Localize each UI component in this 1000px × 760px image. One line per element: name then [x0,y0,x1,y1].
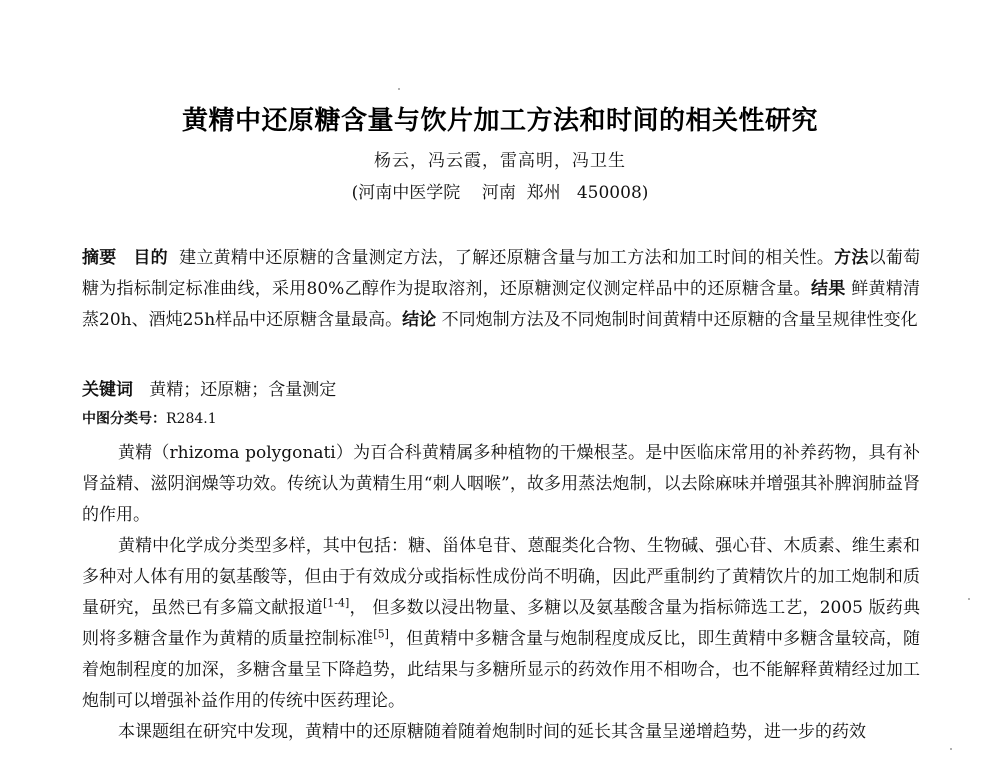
objective-text: 建立黄精中还原糖的含量测定方法，了解还原糖含量与加工方法和加工时间的相关性。 [179,248,835,268]
body-text [82,438,920,748]
citation-1-4: [1-4] [322,596,350,610]
abstract [82,243,920,336]
paragraph-2-part-3: ，但黄精中多糖含量与炮制程度成反比，即生黄精中多糖含量较高，随着炮制程度的加深，多糖含量呈下降趋势，此结果与多糖所显示的药效作用不相吻合，也不能解释黄精经过加工炮制可以增强补益作用的传统中医药理论。 [82,629,921,711]
keywords-text: 黄精；还原糖；含量测定 [149,380,337,400]
objective-label: 目的 [133,248,168,268]
paper-title: 黄精中还原糖含量与饮片加工方法和时间的相关性研究 [181,106,818,136]
paragraph-1: 黄精（rhizoma polygonati）为百合科黄精属多种植物的干燥根茎。是中医临床常用的补养药物，具有补肾益精、滋阴润燥等功效。传统认为黄精生用“刺人咽喉”，故多用蒸法炮制，以去除麻味并增强其补脾润肺益肾的作用。 [82,443,920,525]
result-text: 鲜黄精清蒸20h、酒炖25h样品中还原糖含量最高。 [82,279,921,330]
result-label: 结果 [810,279,846,299]
scan-speck [968,598,970,600]
abstract-label: 摘要 [82,248,117,268]
citation-5: [5] [373,627,389,641]
affiliation: (河南中医学院 河南 郑州 450008) [351,183,649,203]
method-text: 以葡萄糖为指标制定标准曲线，采用80%乙醇作为提取溶剂，还原糖测定仪测定样品中的还原糖含量。 [82,248,921,299]
classification-label: 中图分类号： [82,411,166,427]
conclusion-label: 结论 [402,310,437,330]
author-list: 杨云，冯云霞，雷高明，冯卫生 [374,151,626,171]
scan-speck [950,748,952,750]
paragraph-2-part-2: ， 但多数以浸出物量、多糖以及氨基酸含量为指标筛选工艺，2005 版药典则将多糖含量作为黄精的质量控制标准 [82,598,921,649]
classification-number [82,408,217,428]
conclusion-text: 不同炮制方法及不同炮制时间黄精中还原糖的含量呈规律性变化 [441,310,918,330]
paragraph-2 [82,531,920,717]
keywords [82,375,336,400]
paragraph-3: 本课题组在研究中发现，黄精中的还原糖随着随着炮制时间的延长其含量呈递增趋势，进一步的药效 [118,722,866,742]
classification-value: R284.1 [166,411,217,427]
scan-speck [398,88,400,90]
method-label: 方法 [834,248,869,268]
keywords-label: 关键词 [82,380,133,400]
paragraph-2-part-1: 黄精中化学成分类型多样，其中包括：糖、甾体皂苷、蒽醌类化合物、生物碱、强心苷、木质素、维生素和多种对人体有用的氨基酸等，但由于有效成分或指标性成份尚不明确，因此严重制约了黄精饮片的加工炮制和质量研究，虽然已有多篇文献报道 [82,536,920,618]
